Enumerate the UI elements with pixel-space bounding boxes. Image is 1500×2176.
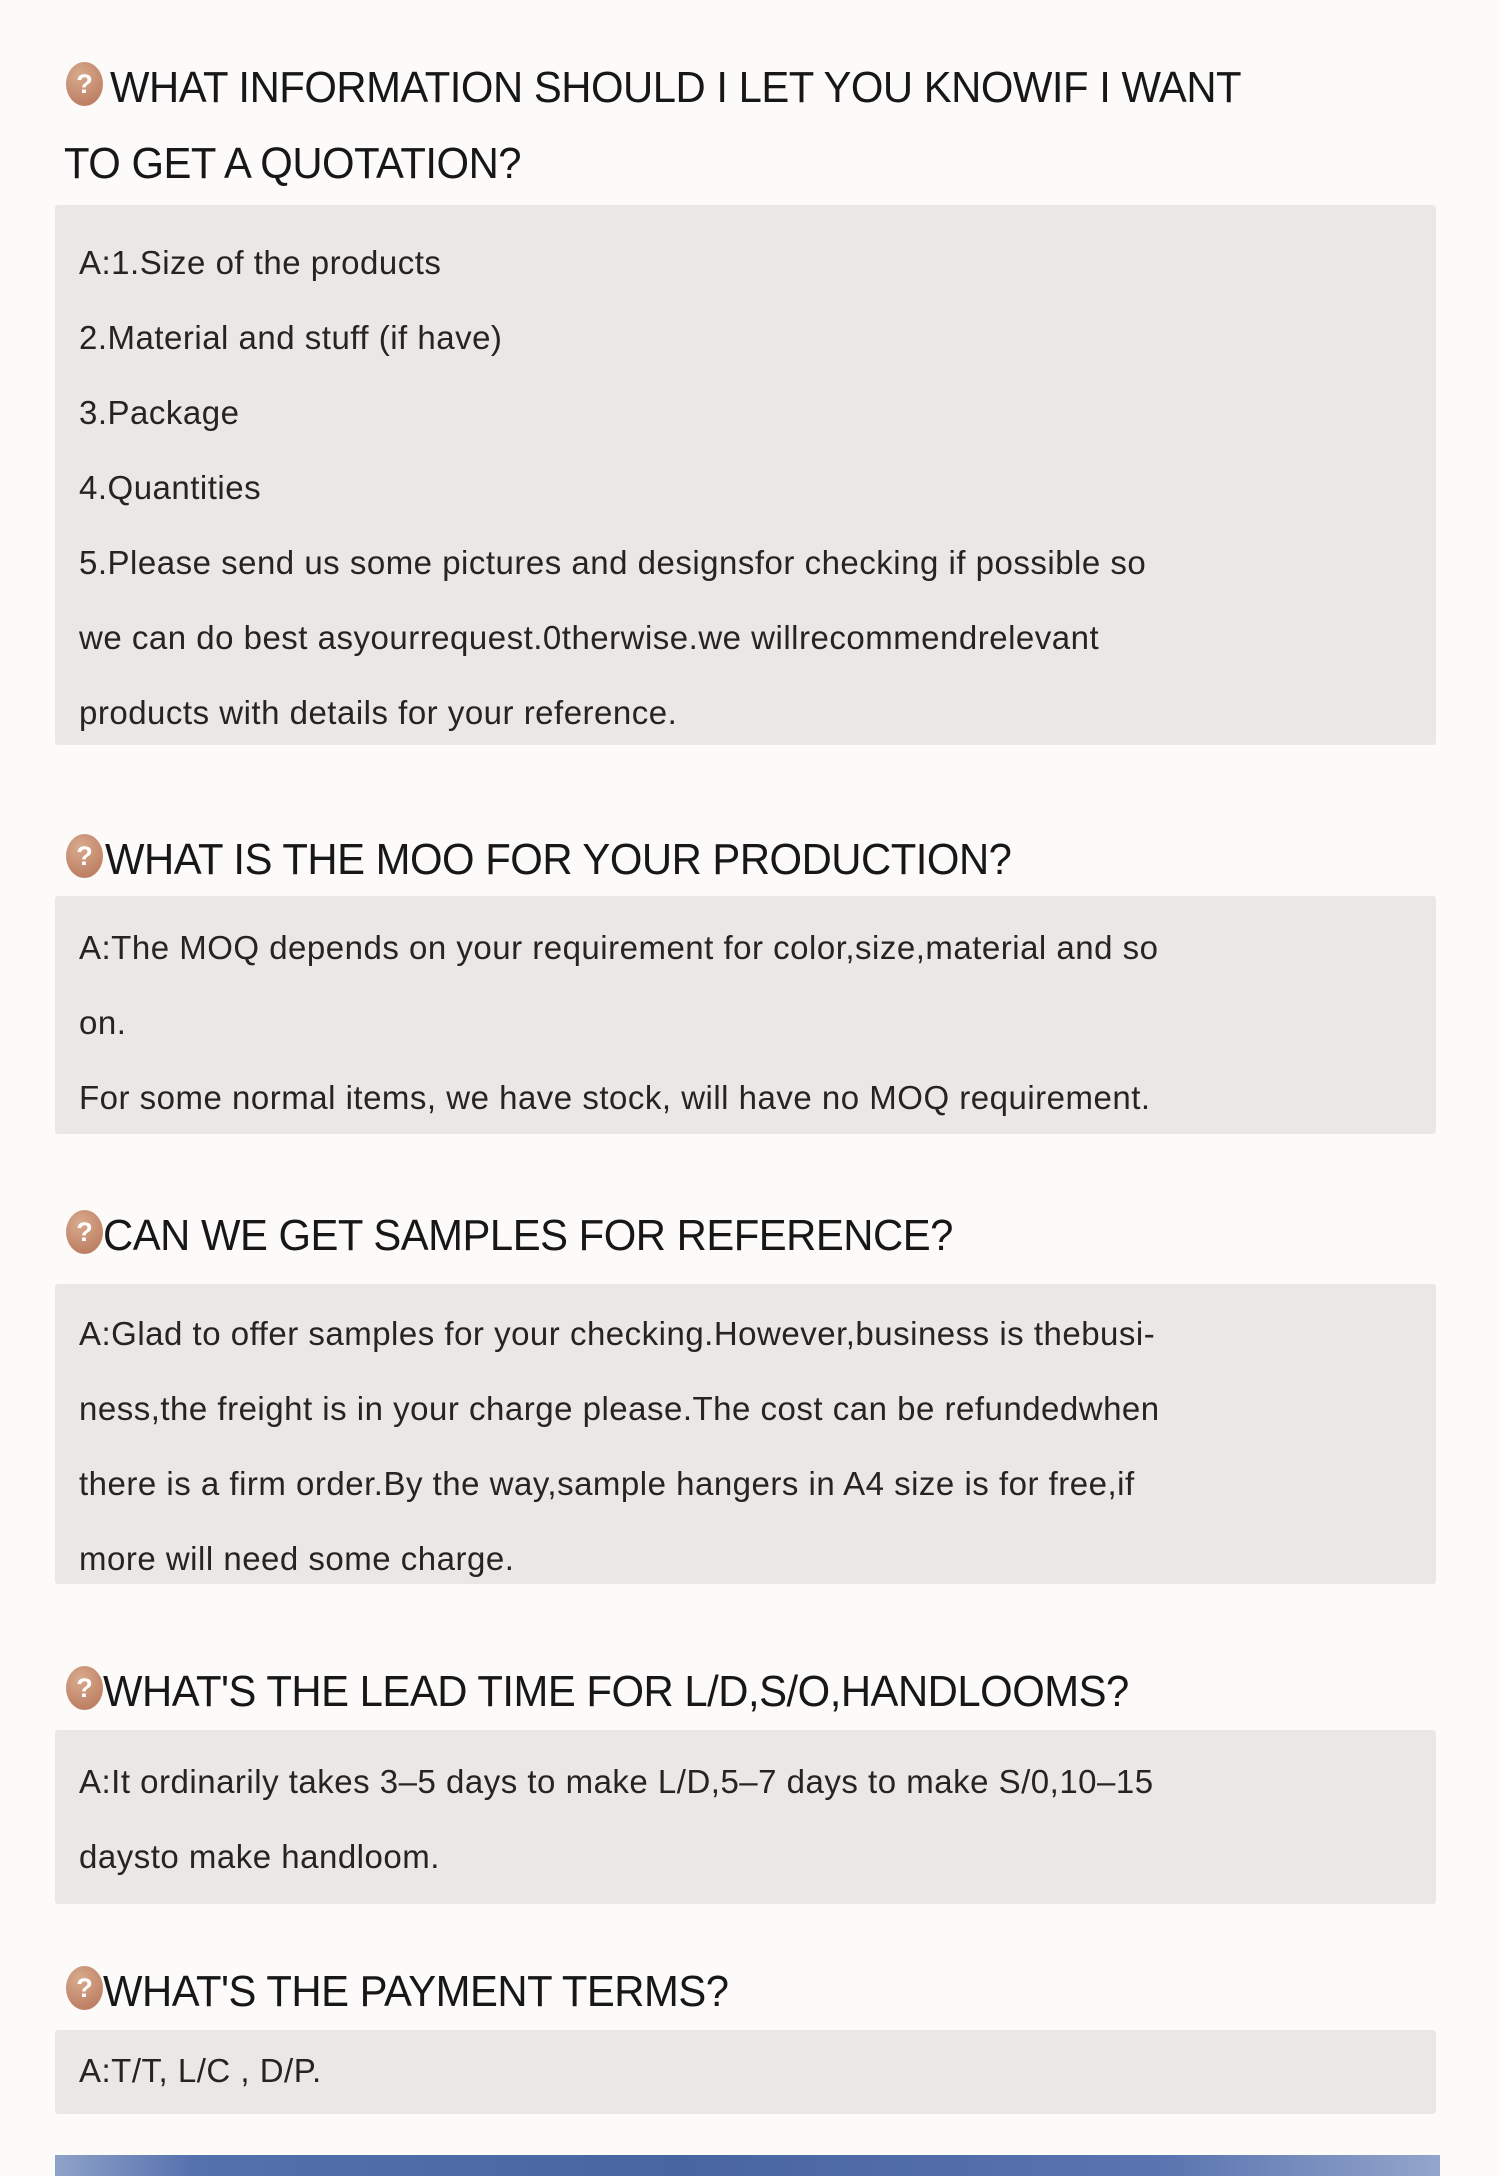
answer-line: A:1.Size of the products (79, 244, 442, 281)
answer-box (55, 1284, 1436, 1584)
answer-line: on. (79, 1004, 127, 1041)
question-heading: TO GET A QUOTATION? (64, 139, 522, 188)
question-mark-icon (66, 1666, 103, 1710)
question-mark-glyph: ? (76, 1216, 93, 1247)
answer-line: A:It ordinarily takes 3–5 days to make L/D,5–7 days to make S/0,10–15 (79, 1763, 1154, 1800)
answer-line: A:T/T, L/C , D/P. (79, 2052, 322, 2089)
answer-line: more will need some charge. (79, 1540, 515, 1577)
question-mark-icon (66, 1966, 103, 2010)
bottom-banner (55, 2155, 1440, 2176)
answer-line: there is a firm order.By the way,sample hangers in A4 size is for free,if (79, 1465, 1135, 1502)
answer-box (55, 2030, 1436, 2114)
question-heading: CAN WE GET SAMPLES FOR REFERENCE? (103, 1211, 953, 1260)
answer-box (55, 205, 1436, 745)
question-heading: WHAT'S THE LEAD TIME FOR L/D,S/O,HANDLOOMS? (103, 1667, 1129, 1716)
question-mark-glyph: ? (76, 1972, 93, 2003)
question-heading: WHAT'S THE PAYMENT TERMS? (103, 1967, 729, 2016)
question-mark-icon (66, 834, 103, 878)
answer-line: products with details for your reference. (79, 694, 678, 731)
answer-line: 5.Please send us some pictures and designsfor checking if possible so (79, 544, 1147, 581)
answer-line: daysto make handloom. (79, 1838, 440, 1875)
answer-line: A:Glad to offer samples for your checking.However,business is thebusi- (79, 1315, 1156, 1352)
question-mark-icon (66, 62, 103, 106)
answer-line: ness,the freight is in your charge please.The cost can be refundedwhen (79, 1390, 1160, 1427)
answer-box (55, 896, 1436, 1134)
answer-line: 3.Package (79, 394, 240, 431)
question-mark-glyph: ? (76, 840, 93, 871)
answer-line: 4.Quantities (79, 469, 262, 506)
question-heading: WHAT INFORMATION SHOULD I LET YOU KNOWIF I WANT (110, 63, 1242, 112)
question-mark-icon (66, 1210, 103, 1254)
question-mark-glyph: ? (76, 1672, 93, 1703)
answer-box (55, 1730, 1436, 1904)
question-mark-glyph: ? (76, 68, 93, 99)
question-heading: WHAT IS THE MOO FOR YOUR PRODUCTION? (105, 835, 1012, 884)
answer-line: we can do best asyourrequest.0therwise.we willrecommendrelevant (79, 619, 1100, 656)
answer-line: 2.Material and stuff (if have) (79, 319, 503, 356)
answer-line: A:The MOQ depends on your requirement for color,size,material and so (79, 929, 1159, 966)
answer-line: For some normal items, we have stock, will have no MOQ requirement. (79, 1079, 1151, 1116)
